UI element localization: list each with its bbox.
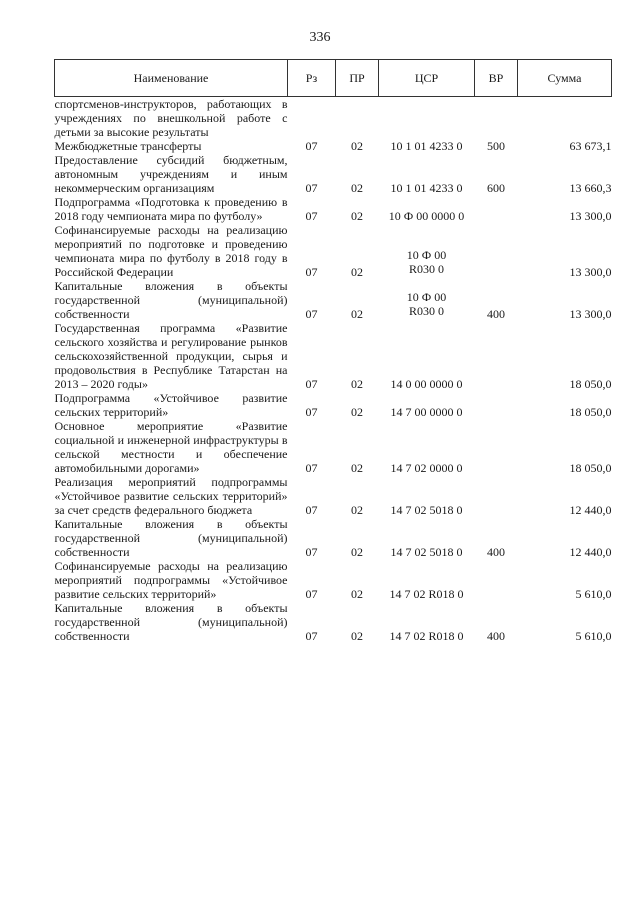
row-vr [475, 391, 518, 419]
row-rz: 07 [305, 265, 318, 279]
row-pr: 02 [351, 377, 363, 391]
row-vr [475, 195, 518, 223]
table-row [55, 153, 612, 195]
row-csr: 10 Ф 00 R030 0 [406, 290, 447, 318]
table-header-row [55, 60, 612, 97]
row-rz: 07 [305, 545, 318, 559]
header-vr: ВР [475, 60, 518, 97]
row-vr [475, 419, 518, 475]
row-rz: 07 [305, 139, 318, 153]
row-sum: 13 300,0 [569, 265, 612, 279]
row-vr [475, 97, 518, 140]
row-csr: 14 7 02 R018 0 [389, 629, 464, 643]
table-row [55, 321, 612, 391]
row-csr [379, 97, 475, 140]
row-sum: 12 440,0 [569, 503, 612, 517]
row-rz [288, 97, 336, 140]
row-pr [336, 97, 379, 140]
row-sum: 13 300,0 [569, 307, 612, 321]
row-pr: 02 [351, 503, 363, 517]
page-number: 336 [309, 30, 331, 45]
row-vr: 400 [487, 629, 505, 643]
row-rz: 07 [305, 587, 318, 601]
row-csr: 10 1 01 4233 0 [390, 181, 463, 195]
row-sum: 18 050,0 [569, 461, 612, 475]
row-rz: 07 [305, 209, 318, 223]
row-rz: 07 [305, 181, 318, 195]
row-pr: 02 [351, 587, 363, 601]
row-name: Предоставление субсидий бюджетным, автономным учреждениям и иным некоммерческим организациям [54, 153, 288, 195]
row-sum: 63 673,1 [569, 139, 612, 153]
row-vr [475, 475, 518, 517]
table-row [55, 279, 612, 321]
row-name: Софинансируемые расходы на реализацию мероприятий по подготовке и проведению чемпионата мира по футболу в 2018 году в Российской Федерации [54, 223, 288, 279]
row-name: Межбюджетные трансферты [54, 139, 202, 153]
row-pr: 02 [351, 265, 363, 279]
header-name: Наименование [55, 60, 288, 97]
table-row [55, 195, 612, 223]
row-name: Капитальные вложения в объекты государственной (муниципальной) собственности [54, 601, 288, 643]
row-vr: 400 [487, 545, 505, 559]
row-pr: 02 [351, 139, 363, 153]
row-pr: 02 [351, 461, 363, 475]
row-name: Софинансируемые расходы на реализацию мероприятий подпрограммы «Устойчивое развитие сельских территорий» [54, 559, 288, 601]
row-vr [475, 223, 518, 279]
row-name: Реализация мероприятий подпрограммы «Устойчивое развитие сельских территорий» за счет средств федерального бюджета [54, 475, 288, 517]
row-pr: 02 [351, 629, 363, 643]
row-csr: 10 1 01 4233 0 [390, 139, 463, 153]
table-row [55, 223, 612, 279]
row-sum: 18 050,0 [569, 377, 612, 391]
row-name: спортсменов-инструкторов, работающих в учреждениях по внешкольной работе с детьми за высокие результаты [54, 97, 288, 139]
row-pr: 02 [351, 181, 363, 195]
row-rz: 07 [305, 307, 318, 321]
row-name: Подпрограмма «Подготовка к проведению в 2018 году чемпионата мира по футболу» [54, 195, 288, 223]
row-vr: 400 [487, 307, 505, 321]
table-row [55, 601, 612, 643]
table-body [55, 97, 612, 644]
row-pr: 02 [351, 209, 363, 223]
row-csr: 14 7 02 5018 0 [390, 503, 463, 517]
row-sum: 18 050,0 [569, 405, 612, 419]
table-row [55, 391, 612, 419]
row-pr: 02 [351, 405, 363, 419]
row-sum: 12 440,0 [569, 545, 612, 559]
header-pr: ПР [336, 60, 379, 97]
row-csr: 14 7 02 R018 0 [389, 587, 464, 601]
row-rz: 07 [305, 461, 318, 475]
row-csr: 14 0 00 0000 0 [390, 377, 463, 391]
table-row [55, 139, 612, 153]
row-csr: 10 Ф 00 0000 0 [388, 209, 465, 223]
table-row [55, 517, 612, 559]
table-row [55, 97, 612, 140]
row-rz: 07 [305, 377, 318, 391]
row-vr: 500 [487, 139, 505, 153]
header-rz: Рз [288, 60, 336, 97]
row-sum: 5 610,0 [575, 629, 612, 643]
row-sum [518, 97, 612, 140]
header-sum: Сумма [518, 60, 612, 97]
budget-table [54, 59, 612, 643]
row-rz: 07 [305, 503, 318, 517]
row-csr: 14 7 00 0000 0 [390, 405, 463, 419]
row-vr [475, 321, 518, 391]
header-csr: ЦСР [379, 60, 475, 97]
row-name: Капитальные вложения в объекты государственной (муниципальной) собственности [54, 517, 288, 559]
row-sum: 5 610,0 [575, 587, 612, 601]
row-vr [475, 559, 518, 601]
row-rz: 07 [305, 629, 318, 643]
row-name: Капитальные вложения в объекты государственной (муниципальной) собственности [54, 279, 288, 321]
row-pr: 02 [351, 545, 363, 559]
row-name: Основное мероприятие «Развитие социальной и инженерной инфраструктуры в сельской местности и обеспечение автомобильными дорогами» [54, 419, 288, 475]
row-csr: 10 Ф 00 R030 0 [406, 248, 447, 276]
row-csr: 14 7 02 5018 0 [390, 545, 463, 559]
row-name: Государственная программа «Развитие сельского хозяйства и регулирование рынков сельскохозяйственной продукции, сырья и продовольствия в Республике Татарстан на 2013 – 2020 годы» [54, 321, 288, 391]
table-row [55, 559, 612, 601]
table-row [55, 419, 612, 475]
row-vr: 600 [487, 181, 505, 195]
row-name: Подпрограмма «Устойчивое развитие сельских территорий» [54, 391, 288, 419]
row-pr: 02 [351, 307, 363, 321]
row-sum: 13 660,3 [569, 181, 612, 195]
row-sum: 13 300,0 [569, 209, 612, 223]
row-rz: 07 [305, 405, 318, 419]
table-row [55, 475, 612, 517]
row-csr: 14 7 02 0000 0 [390, 461, 463, 475]
